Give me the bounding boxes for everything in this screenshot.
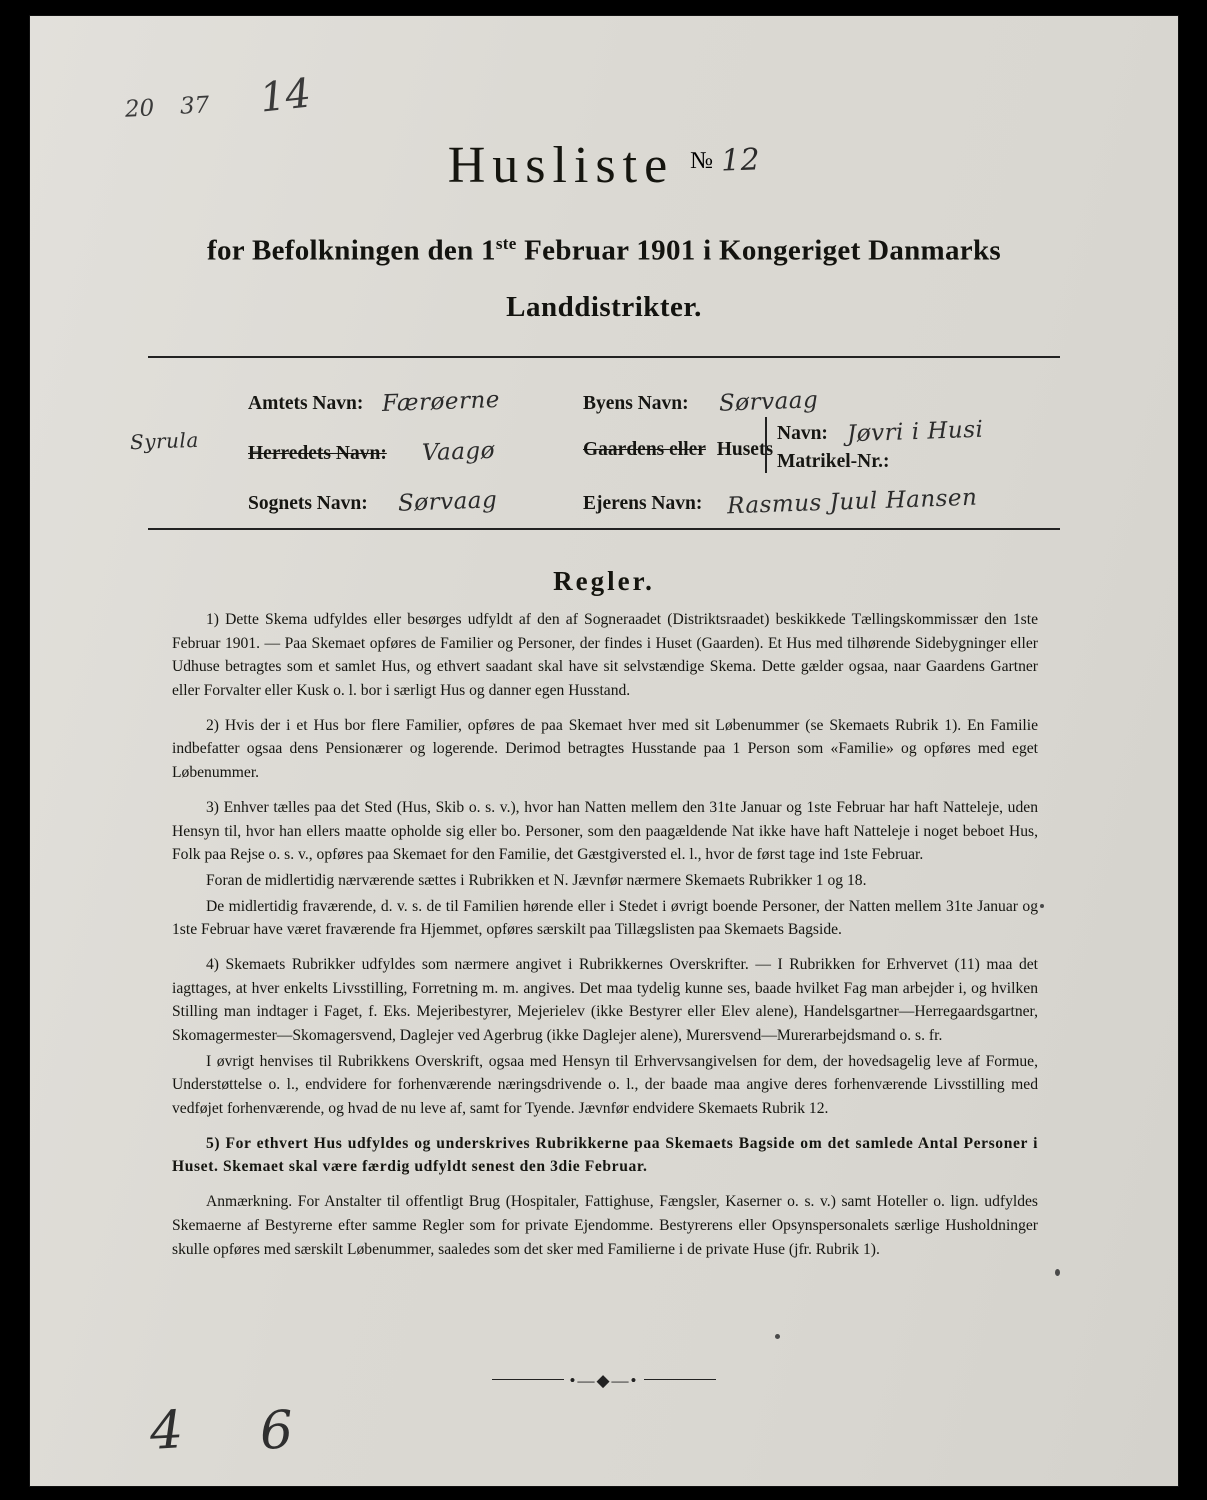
rule-paragraph-2: 2) Hvis der i et Hus bor flere Familier, opføres de paa Skemaet hver med sit Løbenummer (se Skemaets Rubrik 1). En Familie indbefatter ogsaa dens Pensionærer og logerende. Derimod betragtes Husstande paa 1 Person som «Familie» og opføres med eget Løbenummer.	[172, 716, 1038, 782]
title-number-value: 12	[720, 142, 761, 179]
paper-speck	[1040, 904, 1044, 908]
navn-value: Jøvri i Husi	[846, 416, 984, 448]
navn-matrikel-group	[765, 417, 983, 473]
ejer-label: Ejerens Navn:	[583, 493, 703, 514]
ornament-divider: •—◆—•	[30, 1371, 1178, 1391]
paper-speck	[1055, 1269, 1060, 1276]
amt-label: Amtets Navn:	[248, 393, 364, 414]
by-label: Byens Navn:	[583, 393, 689, 414]
page-title	[30, 136, 1178, 195]
left-margin-note: Syrula	[129, 427, 200, 455]
rule-paragraph-4: Foran de midlertidig nærværende sættes i Rubrikken et N. Jævnfør nærmere Skemaets Rubrikker 1 og 18.	[206, 871, 867, 889]
ejer-value: Rasmus Juul Hansen	[726, 484, 978, 520]
rule-paragraph-9: Anmærkning. For Anstalter til offentligt Brug (Hospitaler, Fattighuse, Fængsler, Kaserner o. s. v.) samt Hoteller o. lign. udfyldes Skemaerne af Bestyrerne efter samme Regler som for private Ejendomme. Bestyrerens eller Opsynspersonalets særlige Husholdninger skulle opføres med særskilt Løbenummer, saaledes som det sker med Familierne i de private Huse (jfr. Rubrik 1).	[172, 1193, 1038, 1258]
rules-body	[172, 608, 1038, 1272]
bottom-mark-right: 6	[258, 1400, 295, 1462]
divider-bottom	[148, 528, 1060, 530]
sogn-value: Sørvaag	[398, 487, 499, 517]
divider-top	[148, 356, 1060, 358]
rule-paragraph-5: De midlertidig fraværende, d. v. s. de til Familien hørende eller i Stedet i øvrigt boende Personer, der Natten mellem 31te Januar og 1ste Februar have været fraværende fra Hjemmet, opføres særskilt paa Tillægslisten paa Skemaets Bagside.	[172, 897, 1038, 939]
by-value: Sørvaag	[718, 387, 820, 417]
sogn-label: Sognets Navn:	[248, 493, 368, 514]
rules-heading: Regler.	[553, 566, 655, 596]
corner-mark-3: 14	[257, 70, 314, 122]
title-number-label: №	[690, 148, 714, 174]
document-content	[30, 16, 1178, 1486]
paper-speck	[775, 1334, 780, 1339]
navn-label: Navn:	[777, 423, 828, 444]
gaard-strike-label: Gaardens eller	[583, 439, 706, 460]
corner-mark-1: 20	[124, 95, 155, 123]
rule-paragraph-8: 5) For ethvert Hus udfyldes og underskrives Rubrikkerne paa Skemaets Bagside om det samlede Antal Personer i Huset. Skemaet skal være færdig udfyldt senest den 3die Februar.	[172, 1134, 1038, 1176]
huset-label: Husets	[716, 439, 774, 460]
amt-value: Færøerne	[381, 386, 501, 418]
subtitle-line-2: Landdistrikter.	[506, 291, 702, 323]
rule-paragraph-3: 3) Enhver tælles paa det Sted (Hus, Skib o. s. v.), hvor han Natten mellem den 31te Januar og 1ste Februar har haft Natteleje, uden Hensyn til, hvor han ellers maatte opholde sig eller bo. Personer, som den paagældende Nat ikke have haft Natteleje i noget beboet Hus, Folk paa Rejse o. s. v., opføres paa Skemaet for den Familie, det Gæstgiversted el. l., hvor de først tage ind 1ste Februar.	[172, 798, 1038, 864]
bottom-annotations	[150, 1401, 353, 1461]
matrikel-label: Matrikel-Nr.:	[777, 451, 890, 472]
subtitle-line-1: for Befolkningen den 1ste Februar 1901 i Kongeriget Danmarks	[207, 234, 1001, 267]
rule-paragraph-1: 1) Dette Skema udfyldes eller besørges udfyldt af den af Sogneraadet (Distriktsraadet) beskikkede Tællingskommissær den 1ste Februar 1901. — Paa Skemaet opføres de Familier og Personer, der findes i Huset (Gaarden). Et Hus med tilhørende Sidebygninger eller Udhuse betragtes som et samlet Hus, og ethvert saadant skal have sit selvstændige Skema. Dette gælder ogsaa, naar Gaardens Gartner eller Forvalter eller Kusk o. l. bor i særligt Hus og danner egen Husstand.	[172, 611, 1038, 700]
corner-mark-2: 37	[179, 92, 210, 120]
rule-paragraph-7: I øvrigt henvises til Rubrikkens Overskrift, ogsaa med Hensyn til Erhvervsangivelsen for dem, der hovedsagelig leve af Formue, Understøttelse o. l., endvidere for forhenværende næringsdrivende o. l., der baade maa angive deres forhenværende Livsstilling med vedføjet forhenværende, og hvad de nu leve af, samt for Tyende. Jævnfør endvidere Skemaets Rubrik 12.	[172, 1052, 1038, 1118]
herred-label: Herredets Navn:	[248, 443, 387, 464]
title-text: Husliste	[447, 137, 675, 194]
rule-paragraph-6: 4) Skemaets Rubrikker udfyldes som nærmere angivet i Rubrikkernes Overskrifter. — I Rubrikken for Erhvervet (11) maa det iagttages, at hver enkelts Livsstilling, Forretning m. m. angives. Det maa tydelig kunne ses, baade hvilket Fag man arbejder i, og hvilken Stilling man indtager i Faget, f. Eks. Mejeribestyrer, Mejerielev (ikke Bestyrer eller Elev alene), Handelsgartner—Herregaardsgartner, Skomagermester—Skomagersvend, Daglejer ved Agerbrug (ikke Daglejer alene), Murersvend—Murerarbejdsmand o. s. fr.	[172, 955, 1038, 1044]
scanned-page	[30, 16, 1178, 1486]
herred-value: Vaagø	[421, 437, 496, 467]
bottom-mark-left: 4	[148, 1400, 185, 1462]
